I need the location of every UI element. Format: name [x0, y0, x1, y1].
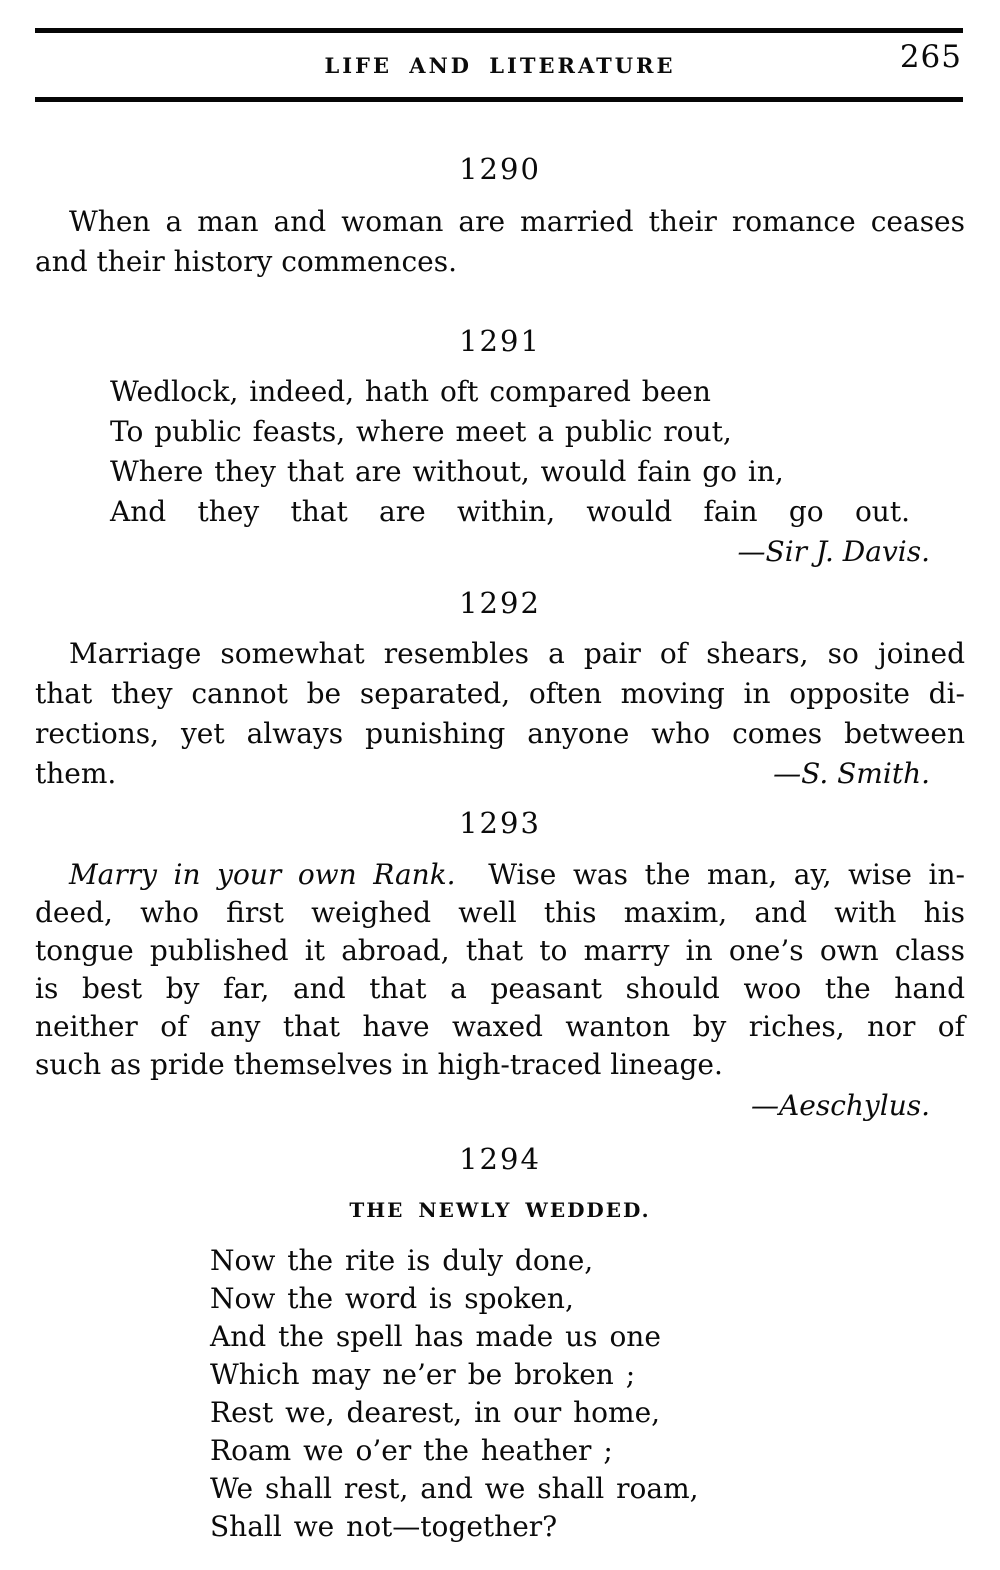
- verse-line: And they that are within, would fain go out.: [110, 495, 910, 528]
- prose-line-first: [35, 856, 965, 894]
- prose-line: neither of any that have waxed wanton by riches, nor of: [35, 1010, 965, 1043]
- poem-title: THE NEWLY WEDDED.: [349, 1198, 651, 1222]
- prose-line: is best by far, and that a peasant should woo the hand: [35, 972, 965, 1005]
- entry-1291: [35, 324, 965, 572]
- verse-line: Rest we, dearest, in our home,: [210, 1396, 661, 1429]
- prose-quote: [35, 202, 965, 282]
- verse-quote: [110, 372, 910, 532]
- page-number: 265: [899, 39, 962, 75]
- verse-line: Roam we o’er the heather ;: [210, 1434, 613, 1467]
- prose-line-with-attribution: [35, 754, 965, 794]
- running-title: LIFE AND LITERATURE: [324, 52, 676, 78]
- attribution: —Aeschylus.: [751, 1089, 930, 1122]
- prose-line: and their history commences.: [35, 245, 457, 278]
- verse-quote: [210, 1242, 965, 1546]
- prose-line: tongue published it abroad, that to marry in one’s own class: [35, 934, 965, 967]
- entry-1293: [35, 806, 965, 1126]
- verse-line: Now the word is spoken,: [210, 1282, 574, 1315]
- prose-line-end: them.: [35, 757, 117, 790]
- verse-line: Where they that are without, would fain go in,: [110, 455, 784, 488]
- prose-line: When a man and woman are married their romance ceases: [69, 205, 965, 238]
- prose-line: deed, who first weighed well this maxim, and with his: [35, 896, 965, 929]
- page-header: [0, 33, 1000, 97]
- page-body: [35, 152, 965, 1546]
- verse-line: Which may ne’er be broken ;: [210, 1358, 636, 1391]
- entry-number: 1294: [459, 1142, 541, 1176]
- italic-lead: Marry in your own Rank.: [69, 858, 456, 891]
- verse-line: Wedlock, indeed, hath oft compared been: [110, 375, 711, 408]
- prose-line: rections, yet always punishing anyone who comes between: [35, 717, 965, 750]
- entry-1290: [35, 152, 965, 282]
- entry-number: 1291: [459, 324, 541, 358]
- entry-number: 1290: [459, 152, 541, 186]
- entry-number: 1293: [459, 806, 541, 840]
- prose-line: such as pride themselves in high-traced lineage.: [35, 1048, 723, 1081]
- verse-line: To public feasts, where meet a public rout,: [110, 415, 732, 448]
- prose-quote: [35, 634, 965, 794]
- prose-line-rest: Wise was the man, ay, wise in-: [488, 858, 965, 891]
- prose-quote: [35, 856, 965, 1084]
- entry-number: 1292: [459, 586, 541, 620]
- verse-line: Shall we not—together?: [210, 1510, 558, 1543]
- entry-1292: [35, 586, 965, 794]
- verse-line: We shall rest, and we shall roam,: [210, 1472, 699, 1505]
- attribution: —S. Smith.: [773, 757, 930, 790]
- prose-line: Marriage somewhat resembles a pair of shears, so joined: [69, 637, 965, 670]
- attribution: —Sir J. Davis.: [737, 535, 930, 568]
- prose-line: that they cannot be separated, often moving in opposite di-: [35, 677, 965, 710]
- verse-line: And the spell has made us one: [210, 1320, 661, 1353]
- entry-1294: [35, 1142, 965, 1546]
- header-rule-bottom: [35, 97, 963, 102]
- verse-line: Now the rite is duly done,: [210, 1244, 594, 1277]
